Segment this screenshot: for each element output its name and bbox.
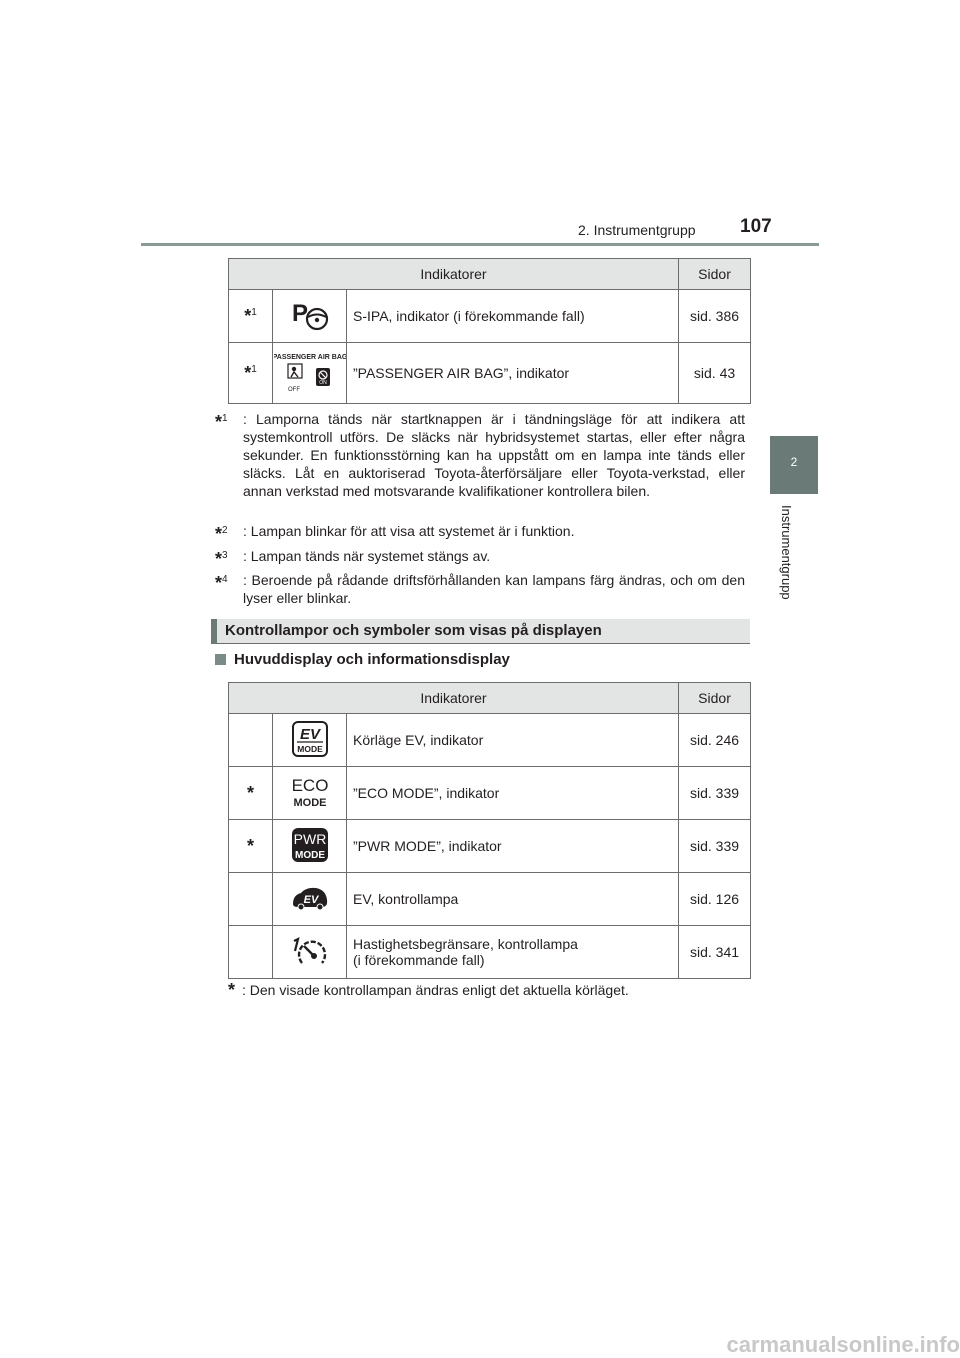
footnote-text: : Lampan tänds när systemet stängs av.	[243, 548, 491, 564]
svg-text:EV: EV	[303, 893, 318, 906]
indicator-table-2	[228, 682, 751, 979]
svg-text:MODE: MODE	[296, 743, 323, 754]
column-header-pages: Sidor	[679, 683, 751, 714]
footnote-marker	[229, 873, 273, 926]
table-row	[229, 873, 751, 926]
ev-mode-icon	[273, 714, 347, 767]
indicator-description: Körläge EV, indikator	[347, 714, 679, 767]
page-reference: sid. 126	[679, 873, 751, 926]
svg-text:P: P	[291, 299, 308, 327]
footnote-marker: *$^1$	[229, 343, 273, 404]
footnote-text: : Beroende på rådande driftsförhållanden kan lampans färg ändras, och om den lyser eller blinkar.	[243, 572, 745, 606]
indicator-description: S-IPA, indikator (i förekommande fall)	[347, 290, 679, 343]
table-row	[229, 343, 751, 404]
footnote-text: : Lamporna tänds när startknappen är i tändningsläge för att indikera att systemkontroll utförs. De släcks när hybridsystemet startas, eller efter några sekunder. En funktionsstörning kan ha uppstått om en lampa inte tänds eller släcks. Låt en auktoriserad Toyota-återförsäljare eller Toyota-verkstad, eller annan verkstad med motsvarande kvalifikationer kontrollera bilen.	[243, 411, 745, 499]
chapter-tab	[770, 436, 818, 494]
section-title: Kontrollampor och symboler som visas på displayen	[225, 622, 602, 639]
footnote-text: : Lampan blinkar för att visa att systemet är i funktion.	[243, 523, 575, 539]
table-row	[229, 714, 751, 767]
pwr-mode-icon	[273, 820, 347, 873]
passenger-airbag-icon	[273, 343, 347, 404]
indicator-description-line-1: Hastighetsbegränsare, kontrollampa	[353, 936, 578, 952]
footnote-marker: *	[229, 820, 273, 873]
indicator-description: EV, kontrollampa	[347, 873, 679, 926]
footnote-4	[215, 571, 745, 607]
column-header-pages: Sidor	[679, 259, 751, 290]
page-reference: sid. 339	[679, 820, 751, 873]
chapter-tab-label: Instrumentgrupp	[779, 505, 794, 600]
svg-text:OFF: OFF	[287, 386, 300, 393]
footnote-3	[215, 547, 745, 569]
page-reference: sid. 43	[679, 343, 751, 404]
table-row	[229, 290, 751, 343]
footnote-marker: *$^3$	[215, 549, 228, 569]
table-row	[229, 820, 751, 873]
footnote-marker: *$^1$	[215, 412, 228, 432]
indicator-description: ”ECO MODE”, indikator	[347, 767, 679, 820]
page-number: 107	[740, 216, 772, 237]
svg-text:MODE: MODE	[293, 796, 326, 809]
speed-limiter-icon	[273, 926, 347, 979]
footnote-marker: *$^2$	[215, 524, 228, 544]
footnote-marker: *	[229, 767, 273, 820]
s-ipa-steering-icon	[273, 290, 347, 343]
footnote-marker: *$^1$	[229, 290, 273, 343]
footnote-1	[215, 410, 745, 500]
table-header-row	[229, 683, 751, 714]
ev-car-icon	[273, 873, 347, 926]
footnote-text: : Den visade kontrollampan ändras enligt det aktuella körläget.	[242, 982, 629, 998]
footnote-marker: *$^4$	[215, 573, 228, 593]
indicator-table-1	[228, 258, 751, 404]
column-header-indicators: Indikatorer	[229, 259, 679, 290]
chapter-title: 2. Instrumentgrupp	[578, 222, 696, 238]
svg-text:ECO: ECO	[291, 775, 328, 795]
subsection-bullet-icon	[215, 654, 226, 665]
footnote-marker	[229, 926, 273, 979]
footnote-marker: *	[228, 980, 236, 1000]
svg-text:EV: EV	[299, 725, 320, 743]
indicator-description: ”PASSENGER AIR BAG”, indikator	[347, 343, 679, 404]
indicator-description: ”PWR MODE”, indikator	[347, 820, 679, 873]
page-reference: sid. 246	[679, 714, 751, 767]
footnote-2	[215, 522, 745, 544]
page-reference: sid. 341	[679, 926, 751, 979]
chapter-tab-number: 2	[790, 455, 798, 469]
indicator-description-line-2: (i förekommande fall)	[353, 952, 485, 968]
table-row	[229, 767, 751, 820]
indicator-description	[347, 926, 679, 979]
svg-text:PWR: PWR	[293, 830, 326, 847]
eco-mode-icon	[273, 767, 347, 820]
page-reference: sid. 339	[679, 767, 751, 820]
svg-text:MODE: MODE	[294, 849, 325, 861]
svg-text:PASSENGER AIR BAG: PASSENGER AIR BAG	[273, 353, 346, 361]
svg-text:ON: ON	[318, 379, 327, 386]
table-header-row	[229, 259, 751, 290]
header-rule	[141, 243, 819, 246]
subsection-title: Huvuddisplay och informationsdisplay	[234, 651, 510, 668]
footnote-marker	[229, 714, 273, 767]
section-header-accent	[211, 619, 217, 644]
table-row	[229, 926, 751, 979]
watermark: carmanualsonline.info	[726, 1332, 960, 1357]
column-header-indicators: Indikatorer	[229, 683, 679, 714]
bottom-footnote	[228, 981, 758, 999]
page-reference: sid. 386	[679, 290, 751, 343]
